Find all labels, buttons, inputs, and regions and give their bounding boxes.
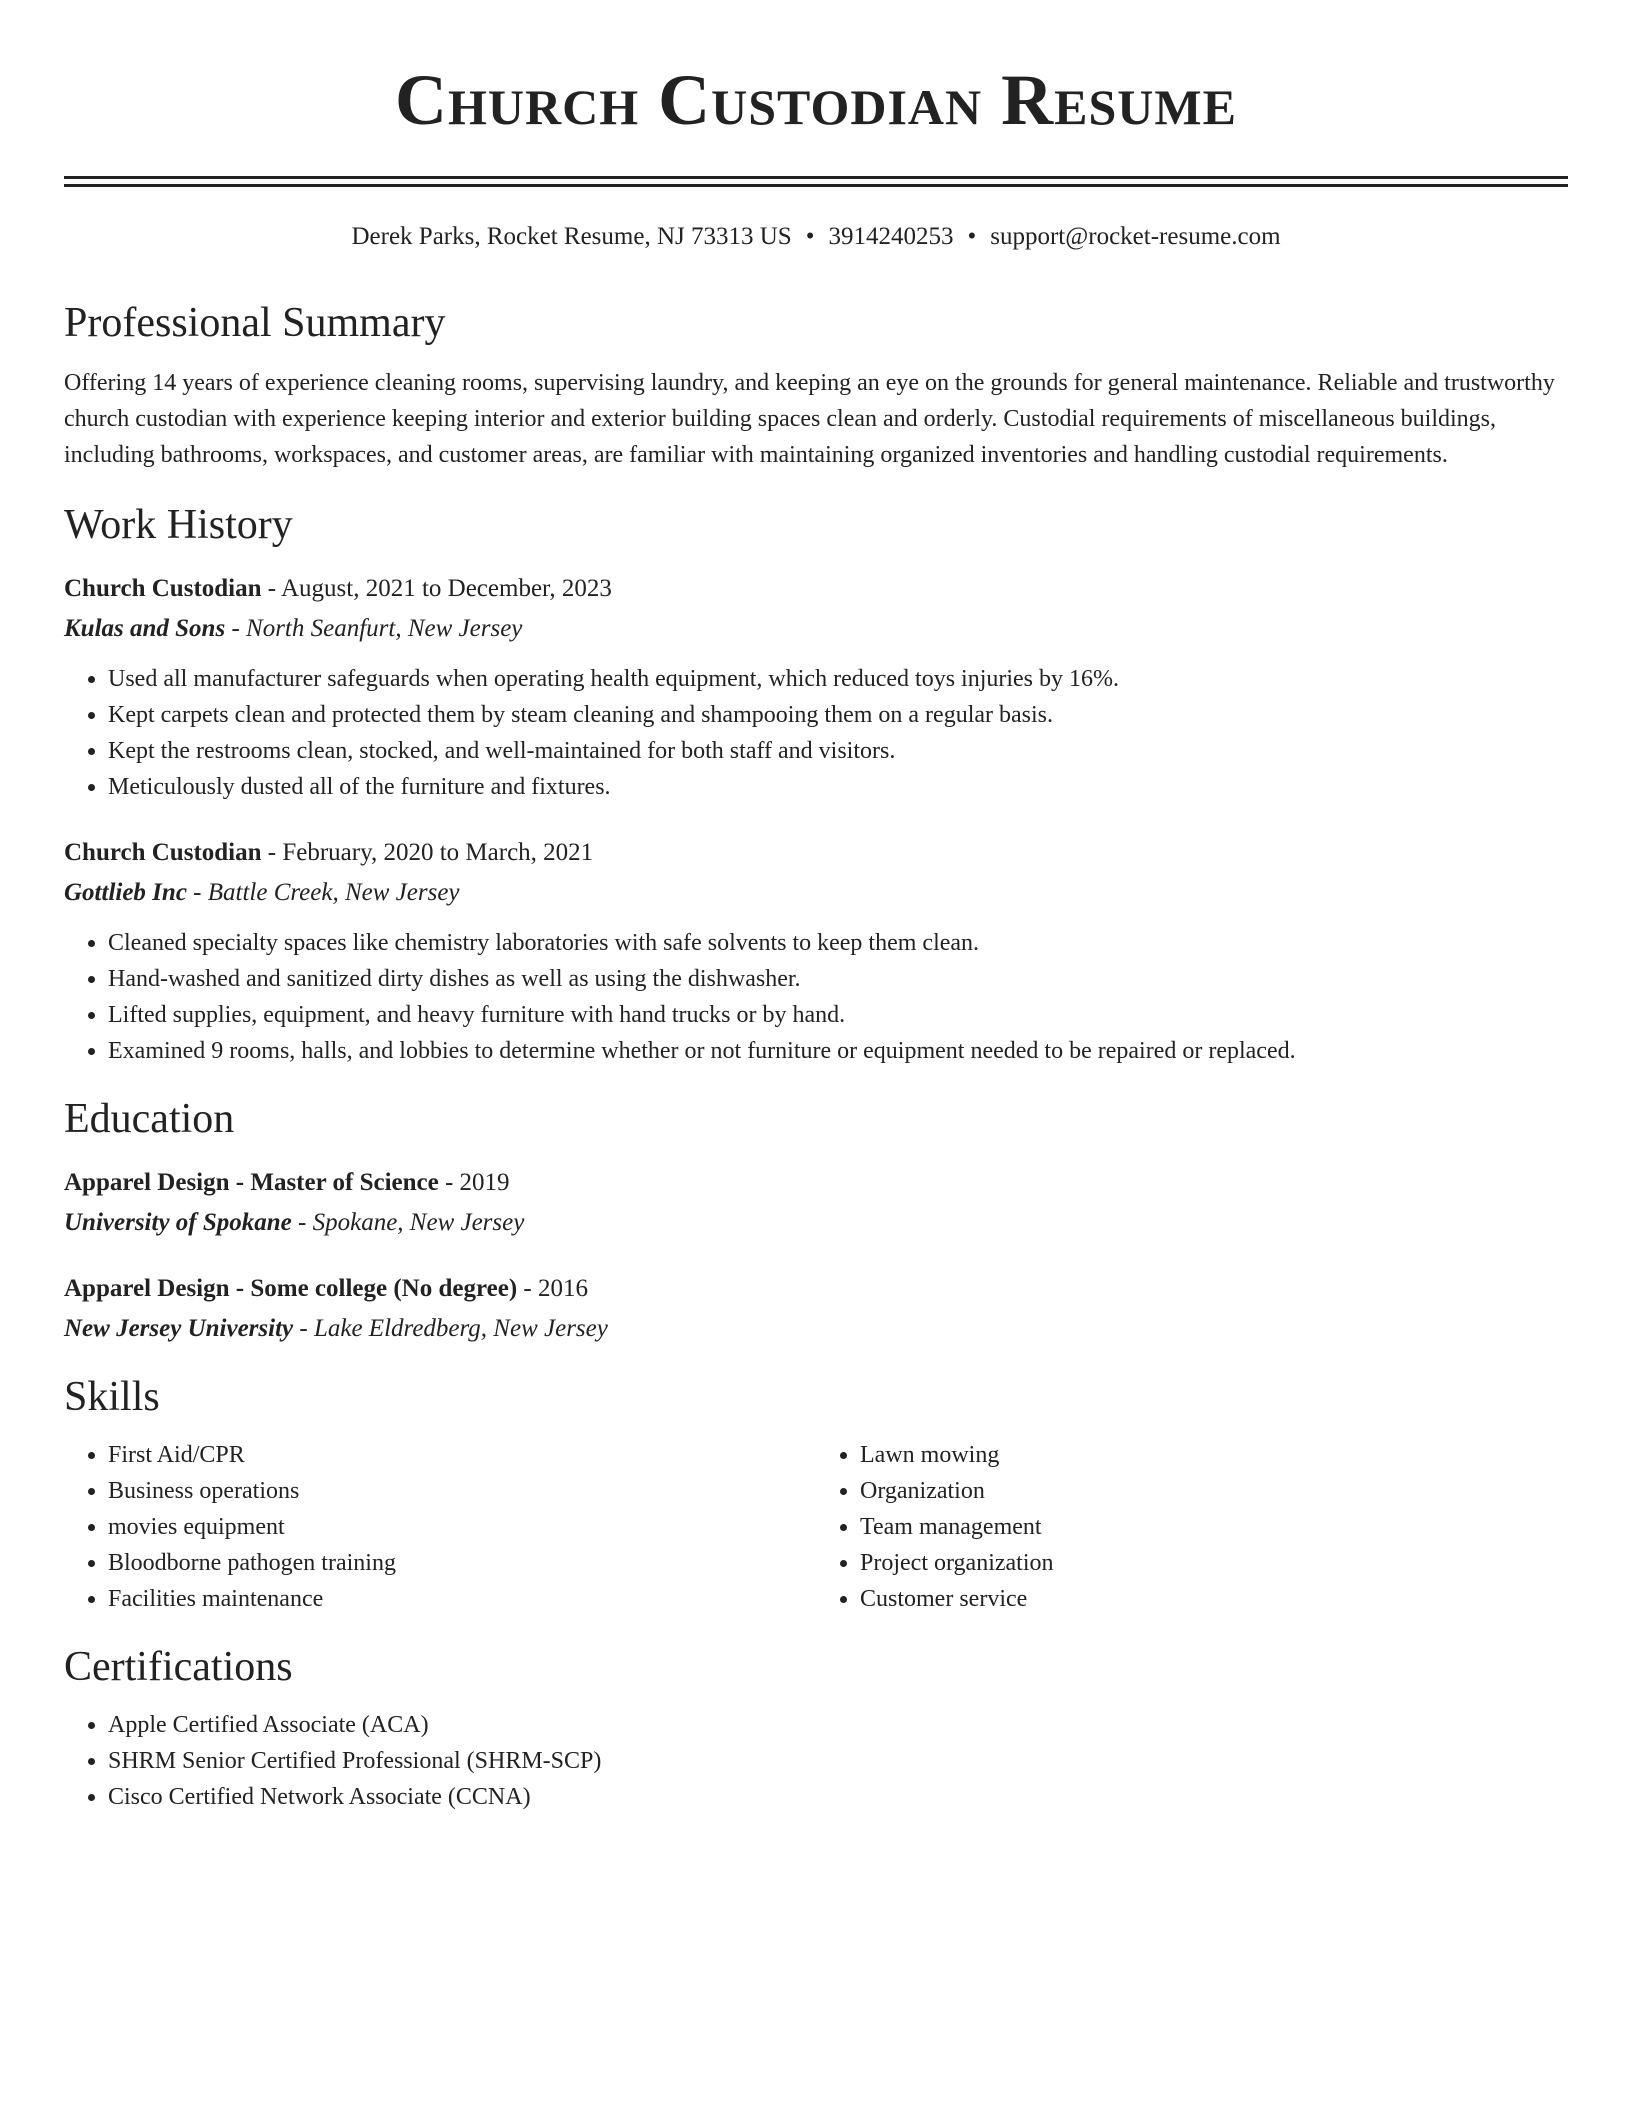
degree-name: Apparel Design - Some college (No degree) [64,1275,518,1302]
job-company-line [64,611,1568,647]
page-title: Church Custodian Resume [395,60,1237,140]
skills-heading: Skills [64,1374,160,1420]
certification-item: • Cisco Certified Network Associate (CCNA) [108,1779,1568,1815]
degree-line [64,1271,1568,1307]
education-entry [64,1165,1568,1241]
job-title: Church Custodian [64,575,262,602]
school-line [64,1311,1568,1347]
title-divider [64,176,1568,187]
list-item: • Lifted supplies, equipment, and heavy furniture with hand trucks or by hand. [108,997,1568,1033]
skills-right-column [816,1437,1568,1617]
list-item: • Examined 9 rooms, halls, and lobbies to determine whether or not furniture or equipment needed to be repaired or replaced. [108,1033,1568,1069]
skill-item: • First Aid/CPR [108,1437,816,1473]
skill-item: • Facilities maintenance [108,1581,816,1617]
skills-grid [64,1437,1568,1617]
certification-item: • SHRM Senior Certified Professional (SHRM-SCP) [108,1743,1568,1779]
degree-year: - 2019 [438,1169,510,1196]
skill-item: • movies equipment [108,1509,816,1545]
school-name: University of Spokane [64,1209,292,1236]
job-title-line [64,835,1568,871]
work-history-heading: Work History [64,502,293,548]
school-line [64,1205,1568,1241]
job-bullets [64,661,1568,805]
contact-separator: • [967,223,977,250]
contact-separator: • [805,223,815,250]
list-item: • Kept carpets clean and protected them by steam cleaning and shampooing them on a regular basis. [108,697,1568,733]
certifications-heading: Certifications [64,1644,293,1690]
certifications-list [64,1707,1568,1815]
summary-text: Offering 14 years of experience cleaning rooms, supervising laundry, and keeping an eye on the grounds for general maintenance. Reliable and trustworthy church custodian with experience keeping interior and exterior building spaces clean and orderly. Custodial requirements of miscellaneous buildings, including bathrooms, workspaces, and customer areas, are familiar with maintaining organized inventories and handling custodial requirements. [64,370,1555,468]
job-company: Gottlieb Inc [64,879,187,906]
education-entry [64,1271,1568,1347]
contact-address: Derek Parks, Rocket Resume, NJ 73313 US [351,223,792,250]
contact-line [64,221,1568,253]
job-entry [64,835,1568,1069]
job-dates: - February, 2020 to March, 2021 [261,839,594,866]
job-company-line [64,875,1568,911]
summary-heading: Professional Summary [64,300,446,346]
contact-email: support@rocket-resume.com [990,223,1281,250]
certification-item: • Apple Certified Associate (ACA) [108,1707,1568,1743]
skill-item: • Organization [860,1473,1568,1509]
skill-item: • Business operations [108,1473,816,1509]
education-heading: Education [64,1096,235,1142]
degree-name: Apparel Design - Master of Science [64,1169,439,1196]
skill-item: • Team management [860,1509,1568,1545]
job-dates: - August, 2021 to December, 2023 [261,575,612,602]
skills-left-column [64,1437,816,1617]
job-title: Church Custodian [64,839,262,866]
job-location: - North Seanfurt, New Jersey [225,615,523,642]
skill-item: • Customer service [860,1581,1568,1617]
list-item: • Kept the restrooms clean, stocked, and well-maintained for both staff and visitors. [108,733,1568,769]
school-location: - Spokane, New Jersey [291,1209,525,1236]
skill-item: • Bloodborne pathogen training [108,1545,816,1581]
degree-line [64,1165,1568,1201]
school-name: New Jersey University [64,1315,294,1342]
job-bullets [64,925,1568,1069]
list-item: • Cleaned specialty spaces like chemistry laboratories with safe solvents to keep them clean. [108,925,1568,961]
skill-item: • Project organization [860,1545,1568,1581]
job-title-line [64,571,1568,607]
contact-phone: 3914240253 [828,223,954,250]
school-location: - Lake Eldredberg, New Jersey [293,1315,608,1342]
list-item: • Used all manufacturer safeguards when operating health equipment, which reduced toys injuries by 16%. [108,661,1568,697]
list-item: • Hand-washed and sanitized dirty dishes as well as using the dishwasher. [108,961,1568,997]
job-location: - Battle Creek, New Jersey [186,879,460,906]
degree-year: - 2016 [517,1275,588,1302]
job-company: Kulas and Sons [64,615,226,642]
skill-item: • Lawn mowing [860,1437,1568,1473]
list-item: • Meticulously dusted all of the furniture and fixtures. [108,769,1568,805]
job-entry [64,571,1568,805]
